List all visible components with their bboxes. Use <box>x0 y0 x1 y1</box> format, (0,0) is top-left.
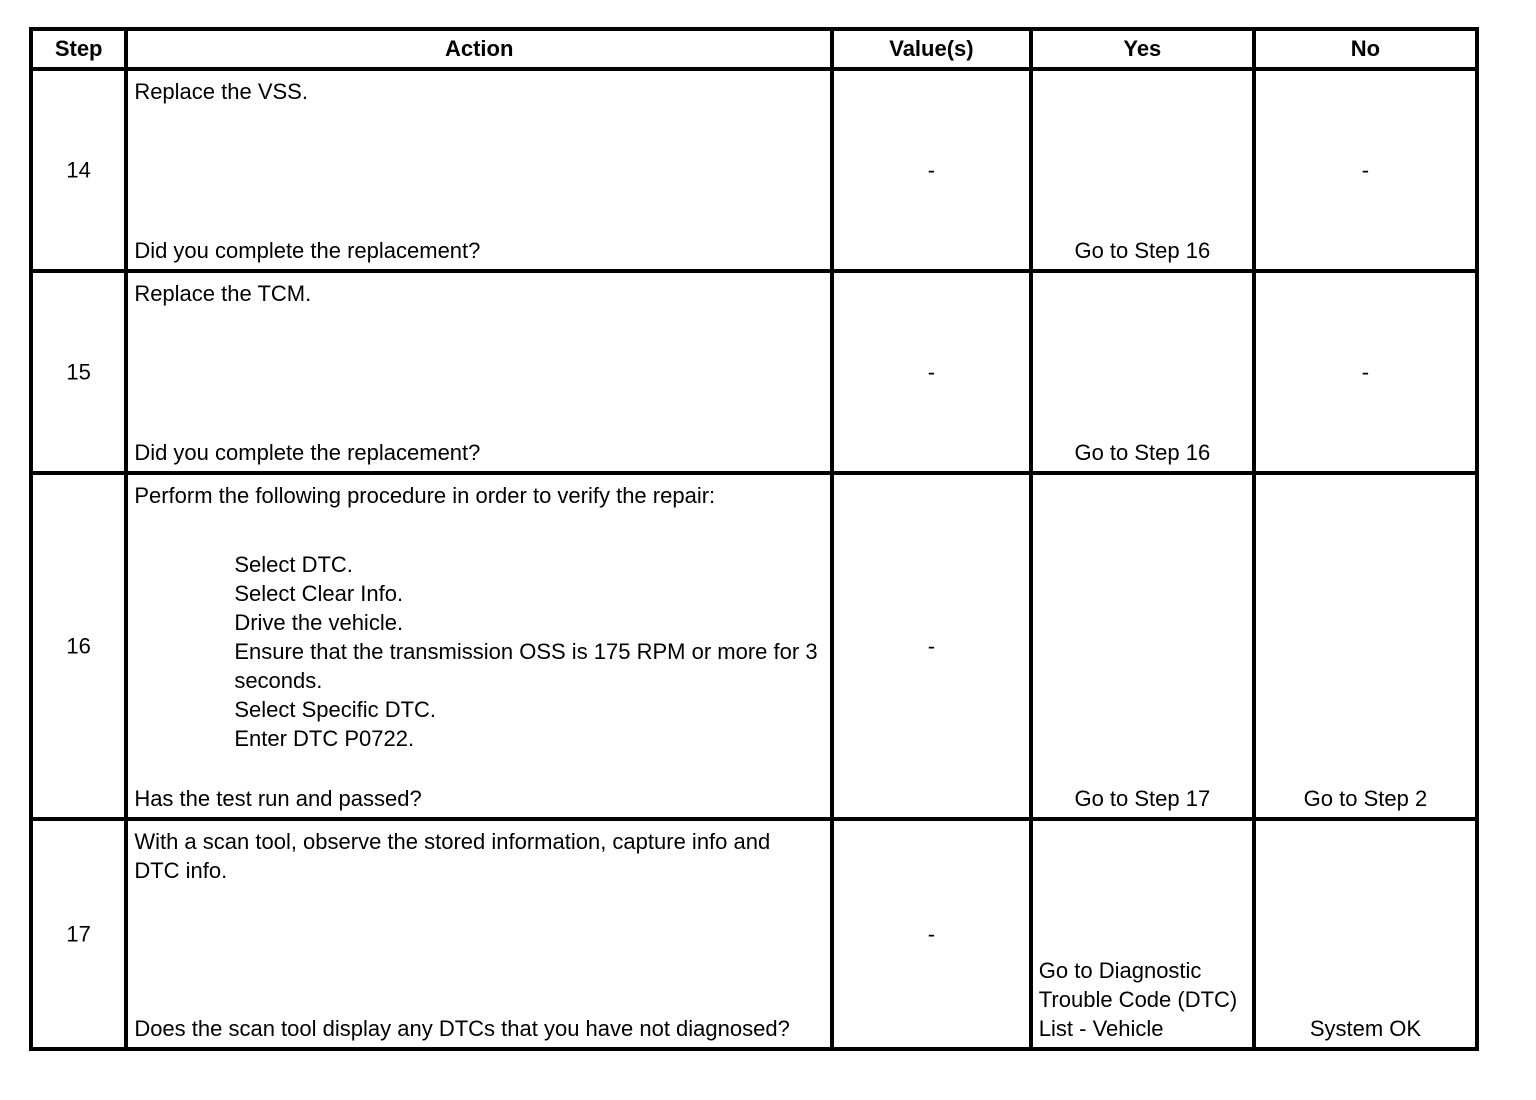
diagnostic-table <box>29 27 1479 1051</box>
procedure-step: Ensure that the transmission OSS is 175 RPM or more for 3 seconds. <box>234 639 818 693</box>
no-cell: System OK <box>1309 1016 1422 1041</box>
no-link[interactable]: Go to Step 2 <box>1303 786 1428 811</box>
value-cell: - <box>927 633 936 659</box>
yes-link[interactable]: Go to Step 16 <box>1074 238 1211 263</box>
step-number: 17 <box>66 921 91 947</box>
step-number: 16 <box>66 633 91 659</box>
step-number: 15 <box>66 359 91 385</box>
step-number: 14 <box>66 157 91 183</box>
yes-link[interactable]: Go to Step 17 <box>1074 786 1211 811</box>
action-instruction: With a scan tool, observe the stored information, capture info and DTC info. <box>134 829 771 883</box>
header-step: Step <box>31 29 126 69</box>
table-row <box>31 69 1477 271</box>
table-row <box>31 473 1477 819</box>
action-instruction: Perform the following procedure in order to verify the repair: <box>134 483 716 508</box>
procedure-list <box>234 550 820 753</box>
value-cell: - <box>927 359 936 385</box>
no-cell: - <box>1361 359 1370 385</box>
procedure-step: Enter DTC P0722. <box>234 726 415 751</box>
value-cell: - <box>927 157 936 183</box>
header-row <box>31 29 1477 69</box>
procedure-step: Select Specific DTC. <box>234 697 437 722</box>
table-row <box>31 819 1477 1049</box>
no-cell: - <box>1361 157 1370 183</box>
header-yes: Yes <box>1031 29 1254 69</box>
header-action: Action <box>126 29 832 69</box>
action-question: Did you complete the replacement? <box>134 238 481 263</box>
yes-link[interactable]: Go to Step 16 <box>1074 440 1211 465</box>
procedure-step: Select Clear Info. <box>234 581 404 606</box>
value-cell: - <box>927 921 936 947</box>
header-no: No <box>1254 29 1477 69</box>
action-question: Does the scan tool display any DTCs that you have not diagnosed? <box>134 1016 790 1041</box>
yes-link[interactable]: Go to Diagnostic Trouble Code (DTC) List - Vehicle <box>1038 958 1238 1041</box>
action-instruction: Replace the VSS. <box>134 79 308 104</box>
table-row <box>31 271 1477 473</box>
header-values: Value(s) <box>832 29 1031 69</box>
action-instruction: Replace the TCM. <box>134 281 312 306</box>
action-question: Has the test run and passed? <box>134 786 422 811</box>
procedure-step: Select DTC. <box>234 552 353 577</box>
procedure-step: Drive the vehicle. <box>234 610 404 635</box>
action-question: Did you complete the replacement? <box>134 440 481 465</box>
